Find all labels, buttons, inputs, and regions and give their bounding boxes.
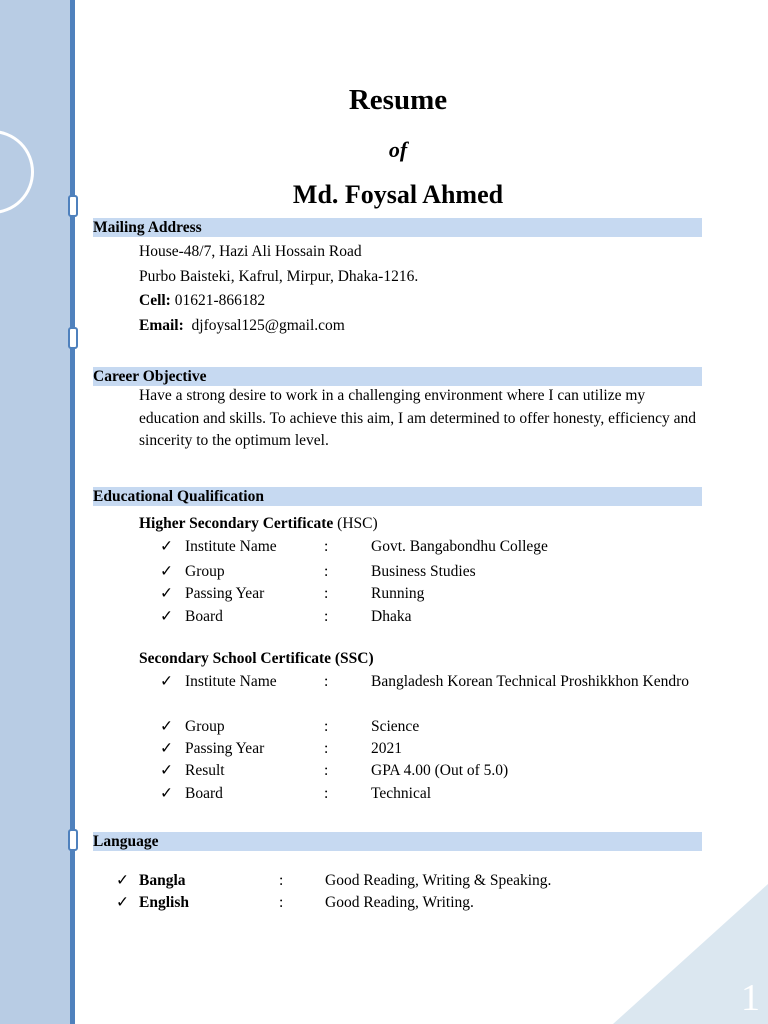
check-icon: ✓ [160, 563, 173, 580]
cell-value: 01621-866182 [174, 292, 266, 309]
check-icon: ✓ [160, 585, 173, 602]
cell-line [139, 291, 265, 310]
title-of: of [388, 137, 408, 162]
hsc-title [139, 514, 378, 533]
row-colon: : [324, 673, 329, 690]
row-value: Technical [371, 785, 432, 802]
sidebar-tab-marker [68, 829, 78, 851]
ssc-title: Secondary School Certificate (SSC) [139, 650, 374, 667]
row-label: Board [185, 785, 223, 802]
row-colon: : [279, 894, 284, 911]
row-colon: : [324, 718, 329, 735]
person-name: Md. Foysal Ahmed [292, 180, 504, 209]
hsc-title-bold: Higher Secondary Certificate [139, 515, 334, 532]
row-label: Group [185, 718, 225, 735]
language-name: Bangla [139, 872, 186, 889]
address-line-1: House-48/7, Hazi Ali Hossain Road [139, 243, 362, 260]
row-value: Science [371, 718, 420, 735]
check-icon: ✓ [160, 608, 173, 625]
row-value: Govt. Bangabondhu College [371, 538, 548, 555]
row-label: Result [185, 762, 225, 779]
row-label: Institute Name [185, 538, 277, 555]
address-line-2: Purbo Baisteki, Kafrul, Mirpur, Dhaka-1216. [139, 268, 419, 285]
section-heading-mailing-address: Mailing Address [93, 218, 702, 237]
row-colon: : [279, 872, 284, 889]
row-colon: : [324, 740, 329, 757]
document-title: Resume [348, 84, 448, 116]
check-icon: ✓ [160, 740, 173, 757]
section-heading-education: Educational Qualification [93, 487, 702, 506]
row-label: Passing Year [185, 740, 265, 757]
row-value: 2021 [371, 740, 402, 757]
check-icon: ✓ [160, 785, 173, 802]
language-proficiency: Good Reading, Writing & Speaking. [325, 872, 552, 889]
section-heading-career-objective: Career Objective [93, 367, 702, 386]
hsc-title-abbr: (HSC) [333, 515, 378, 532]
email-value: djfoysal125@gmail.com [191, 317, 345, 334]
check-icon: ✓ [160, 538, 173, 555]
check-icon: ✓ [160, 673, 173, 690]
language-name: English [139, 894, 189, 911]
row-value: Business Studies [371, 563, 476, 580]
check-icon: ✓ [160, 762, 173, 779]
row-value: Bangladesh Korean Technical Proshikkhon Kendro [371, 673, 690, 690]
row-colon: : [324, 538, 329, 555]
career-objective-text: Have a strong desire to work in a challenging environment where I can utilize my education and skills. To achieve this aim, I am determined to offer honesty, efficiency and sincerity to the optimum level. [139, 387, 697, 449]
cell-label: Cell: [139, 292, 171, 309]
check-icon: ✓ [160, 718, 173, 735]
row-colon: : [324, 563, 329, 580]
row-colon: : [324, 608, 329, 625]
email-line [139, 316, 345, 335]
check-icon: ✓ [116, 894, 129, 911]
row-label: Group [185, 563, 225, 580]
row-value: Running [371, 585, 425, 602]
row-label: Board [185, 608, 223, 625]
email-label: Email: [139, 317, 184, 334]
language-proficiency: Good Reading, Writing. [325, 894, 474, 911]
page-number: 1 [741, 977, 760, 1019]
row-colon: : [324, 762, 329, 779]
row-label: Passing Year [185, 585, 265, 602]
section-heading-language: Language [93, 832, 702, 851]
row-colon: : [324, 585, 329, 602]
sidebar-tab-marker [68, 327, 78, 349]
row-value: Dhaka [371, 608, 412, 625]
row-label: Institute Name [185, 673, 277, 690]
row-value: GPA 4.00 (Out of 5.0) [371, 762, 509, 779]
row-colon: : [324, 785, 329, 802]
check-icon: ✓ [116, 872, 129, 889]
